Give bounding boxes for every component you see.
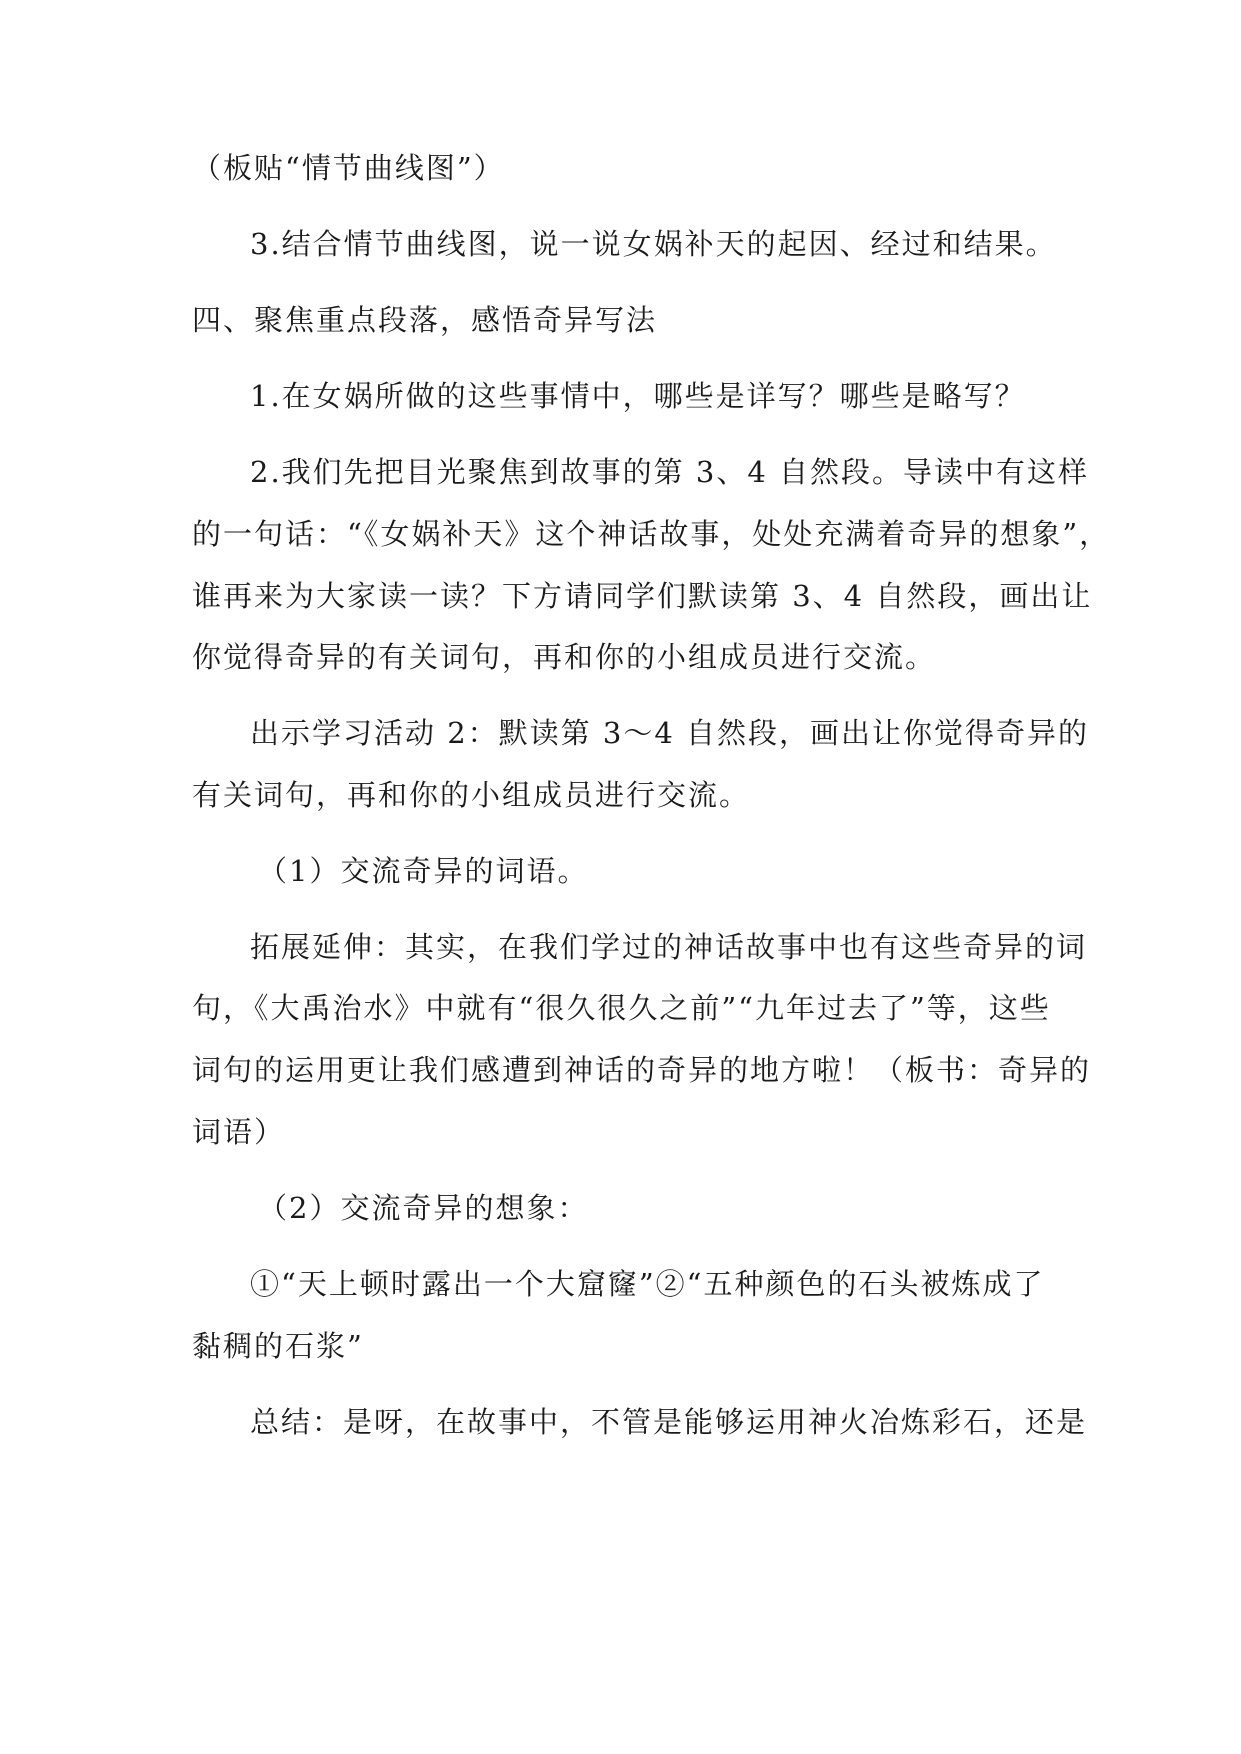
question-2-line-3: 谁再来为大家读一读？下方请同学们默读第 3、4 自然段，画出让: [192, 579, 1093, 613]
step-3-line: 3.结合情节曲线图，说一说女娲补天的起因、经过和结果。: [250, 227, 1057, 261]
question-1-line: 1.在女娲所做的这些事情中，哪些是详写？哪些是略写？: [250, 379, 1026, 413]
question-2-line-4: 你觉得奇异的有关词句，再和你的小组成员进行交流。: [192, 640, 937, 674]
extension-line-1: 拓展延伸：其实，在我们学过的神话故事中也有这些奇异的词: [250, 930, 1088, 964]
extension-line-3: 词句的运用更让我们感遭到神话的奇异的地方啦！（板书：奇异的: [192, 1053, 1092, 1087]
question-2-line-1: 2.我们先把目光聚焦到故事的第 3、4 自然段。导读中有这样: [250, 455, 1090, 489]
extension-line-4: 词语）: [192, 1115, 286, 1149]
examples-line-1: ①“天上顿时露出一个大窟窿”②“五种颜色的石头被炼成了: [250, 1267, 1045, 1301]
board-note-line: （板贴“情节曲线图”）: [192, 151, 505, 185]
examples-line-2: 黏稠的石浆”: [192, 1329, 364, 1363]
activity-2-line-1: 出示学习活动 2：默读第 3～4 自然段，画出让你觉得奇异的: [250, 716, 1090, 750]
activity-2-line-2: 有关词句，再和你的小组成员进行交流。: [192, 778, 751, 812]
section-heading: 四、聚焦重点段落，感悟奇异写法: [192, 303, 658, 337]
question-2-line-2: 的一句话：“《女娲补天》这个神话故事，处处充满着奇异的想象”，: [192, 517, 1111, 551]
exchange-words-line: （1）交流奇异的词语。: [258, 854, 589, 888]
exchange-imagination-line: （2）交流奇异的想象：: [258, 1191, 589, 1225]
extension-line-2: 句，《大禹治水》中就有“很久很久之前”“九年过去了”等，这些: [192, 991, 1051, 1025]
summary-line: 总结：是呀，在故事中，不管是能够运用神火冶炼彩石，还是: [250, 1405, 1088, 1439]
